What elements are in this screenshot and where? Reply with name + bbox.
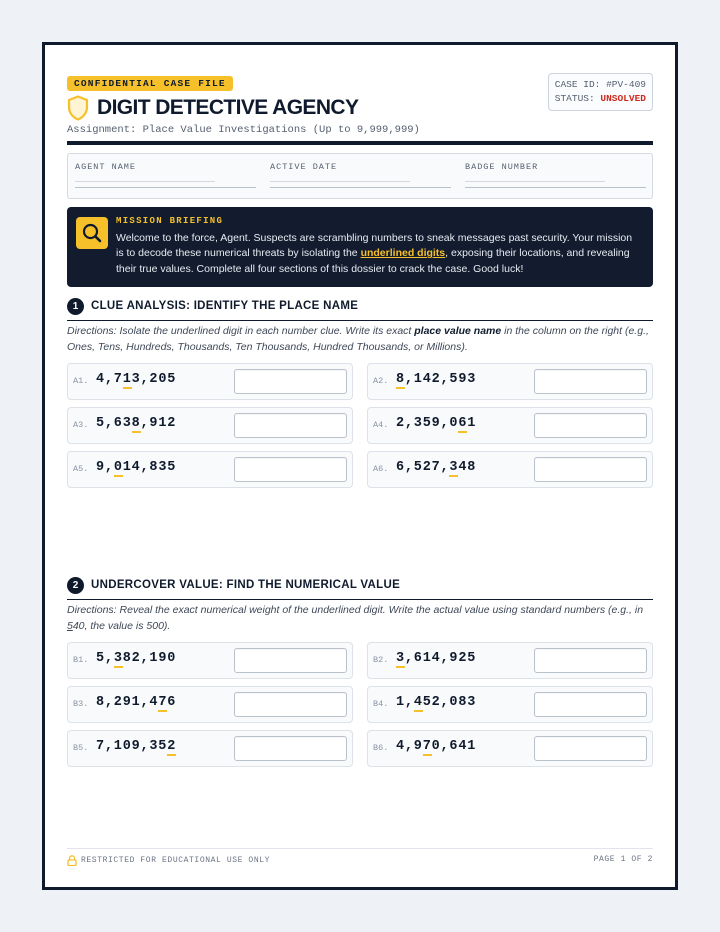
clue-number [396, 416, 476, 431]
magnifier-icon [76, 217, 108, 249]
section-1-dir-end: in the column on the right (e.g., Ones, Tens, Hundreds, Thousands, Ten Thousands, Hundred Thousands, or Millions). [67, 325, 649, 353]
underlined-digit: 6 [458, 416, 468, 431]
status-value: UNSOLVED [600, 93, 646, 104]
clue-number-suffix: 3,205 [131, 372, 177, 387]
clue-number [96, 372, 176, 387]
clue-number-prefix: 8,291,4 [96, 695, 159, 710]
underlined-digit: 4 [413, 695, 423, 710]
clue-number-suffix: 52,083 [422, 695, 477, 710]
agent-name-underline [75, 187, 256, 188]
clue-number-prefix: 7,109,35 [96, 739, 168, 754]
clue-number-suffix: 6 [167, 695, 177, 710]
clue-number-prefix: 5,63 [96, 416, 132, 431]
answer-input[interactable] [534, 413, 647, 438]
footer-left-text: RESTRICTED FOR EDUCATIONAL USE ONLY [81, 856, 271, 865]
clue-number-prefix: 2,359,0 [396, 416, 459, 431]
answer-input[interactable] [234, 413, 347, 438]
clue-number [96, 651, 176, 666]
status-label: STATUS: [554, 93, 595, 104]
clue-card [67, 363, 353, 400]
clue-number [396, 695, 476, 710]
clue-number [396, 739, 476, 754]
underlined-digit: 2 [167, 739, 177, 754]
lock-icon [67, 855, 77, 866]
case-status [555, 92, 646, 106]
underlined-digit: 8 [131, 416, 141, 431]
clue-id: B4. [373, 699, 389, 709]
page-title: DIGIT DETECTIVE AGENCY [97, 96, 359, 119]
active-date-label: ACTIVE DATE [270, 162, 338, 172]
underlined-digit: 1 [122, 372, 132, 387]
clue-number-suffix: 0,641 [431, 739, 477, 754]
section-1-dir-bold: place value name [414, 325, 502, 337]
briefing-text [116, 231, 642, 277]
underlined-digit: 3 [396, 651, 405, 666]
worksheet-page [42, 42, 678, 890]
section-1-dir-start: Directions: Isolate the underlined digit in each number clue. Write its exact [67, 325, 415, 337]
clue-number-suffix: ,614,925 [404, 651, 477, 666]
section-2-dir-example-digit: 5 [67, 619, 73, 632]
underlined-digit: 8 [396, 372, 405, 387]
clue-card [367, 451, 653, 488]
footer-restricted [67, 855, 270, 866]
clue-id: B1. [73, 655, 89, 665]
clue-number-prefix: 6,527, [396, 460, 450, 475]
clue-number [96, 739, 176, 754]
clue-number [96, 695, 176, 710]
answer-input[interactable] [234, 369, 347, 394]
clue-number-suffix: ,142,593 [404, 372, 477, 387]
section-2-number: 2 [67, 577, 84, 594]
clue-number-suffix: ,912 [140, 416, 177, 431]
case-id: CASE ID: #PV-409 [554, 79, 646, 90]
clue-id: A2. [373, 376, 389, 386]
clue-card [367, 407, 653, 444]
clue-card [367, 730, 653, 767]
section-2-title: UNDERCOVER VALUE: FIND THE NUMERICAL VALUE [91, 579, 401, 591]
section-2-directions [67, 603, 653, 634]
badge-number-underline [465, 187, 646, 188]
briefing-text-start: Welcome to the force, Agent. Suspects are scrambling numbers to sneak messages past security. Your mission is to decode these numerical threats by isolating the [116, 232, 633, 260]
underlined-digit: 0 [113, 460, 123, 475]
header-divider [67, 141, 653, 145]
clue-number [396, 460, 476, 475]
page-number: PAGE 1 OF 2 [593, 855, 653, 864]
section-2-dir-start: Directions: Reveal the exact numerical weight of the underlined digit. Write the actual value using standard numbers (e.g., in [67, 604, 644, 616]
clue-card [67, 407, 353, 444]
clue-id: A4. [373, 420, 389, 430]
clue-card [367, 642, 653, 679]
agent-name-line [75, 181, 215, 182]
clue-card [67, 642, 353, 679]
clue-number-suffix: 1 [467, 416, 477, 431]
answer-input[interactable] [234, 736, 347, 761]
clue-number-prefix: 9, [96, 460, 114, 475]
answer-input[interactable] [234, 457, 347, 482]
clue-id: A5. [73, 464, 89, 474]
clue-number [96, 460, 176, 475]
clue-id: A6. [373, 464, 389, 474]
clue-number [96, 416, 176, 431]
section-2-dir-example-rest: 40 [72, 619, 85, 632]
briefing-highlight: underlined digits [360, 247, 446, 260]
title-row [67, 93, 358, 123]
section-2-heading [67, 577, 653, 600]
shield-icon [67, 95, 89, 121]
underlined-digit: 7 [158, 695, 168, 710]
header [67, 73, 653, 143]
section-1-heading [67, 298, 653, 321]
answer-input[interactable] [534, 457, 647, 482]
clue-card [67, 730, 353, 767]
clue-number [396, 372, 476, 387]
clue-card [367, 363, 653, 400]
answer-input[interactable] [234, 692, 347, 717]
clue-number-suffix: 82,190 [122, 651, 177, 666]
briefing-text-end: , exposing their locations, and revealing their true values. Complete all four sections of this dossier to crack the case. Good luck! [116, 247, 630, 275]
answer-input[interactable] [534, 648, 647, 673]
answer-input[interactable] [534, 692, 647, 717]
underlined-digit: 3 [113, 651, 123, 666]
clue-number-prefix: 1, [396, 695, 414, 710]
badge-number-line [465, 181, 605, 182]
section-1-title: CLUE ANALYSIS: IDENTIFY THE PLACE NAME [91, 300, 359, 312]
badge-number-label: BADGE NUMBER [465, 162, 539, 172]
clue-number [396, 651, 476, 666]
answer-input[interactable] [234, 648, 347, 673]
clue-id: A1. [73, 376, 89, 386]
clue-number-prefix: 4,9 [396, 739, 423, 754]
clue-id: B6. [373, 743, 389, 753]
briefing-title: MISSION BRIEFING [116, 216, 224, 226]
case-info-box [548, 73, 653, 111]
answer-input[interactable] [534, 736, 647, 761]
clue-card [67, 686, 353, 723]
agent-name-label: AGENT NAME [75, 162, 137, 172]
answer-input[interactable] [534, 369, 647, 394]
underlined-digit: 3 [449, 460, 459, 475]
clue-id: B3. [73, 699, 89, 709]
clue-number-suffix: 14,835 [122, 460, 177, 475]
clue-number-prefix: 4,7 [96, 372, 123, 387]
mission-briefing [67, 207, 653, 287]
section-2-dir-end: , the value is 500). [84, 619, 171, 632]
footer-divider [67, 848, 653, 849]
section-1-directions [67, 324, 653, 355]
active-date-underline [270, 187, 451, 188]
section-1-number: 1 [67, 298, 84, 315]
clue-id: B2. [373, 655, 389, 665]
underlined-digit: 7 [422, 739, 432, 754]
agent-info-box [67, 153, 653, 199]
clue-card [67, 451, 353, 488]
clue-number-prefix: 5, [96, 651, 114, 666]
confidential-badge: CONFIDENTIAL CASE FILE [67, 76, 233, 91]
clue-card [367, 686, 653, 723]
clue-id: B5. [73, 743, 89, 753]
assignment-subtitle: Assignment: Place Value Investigations (Up to 9,999,999) [67, 124, 420, 136]
clue-id: A3. [73, 420, 89, 430]
clue-number-suffix: 48 [458, 460, 477, 475]
active-date-line [270, 181, 410, 182]
